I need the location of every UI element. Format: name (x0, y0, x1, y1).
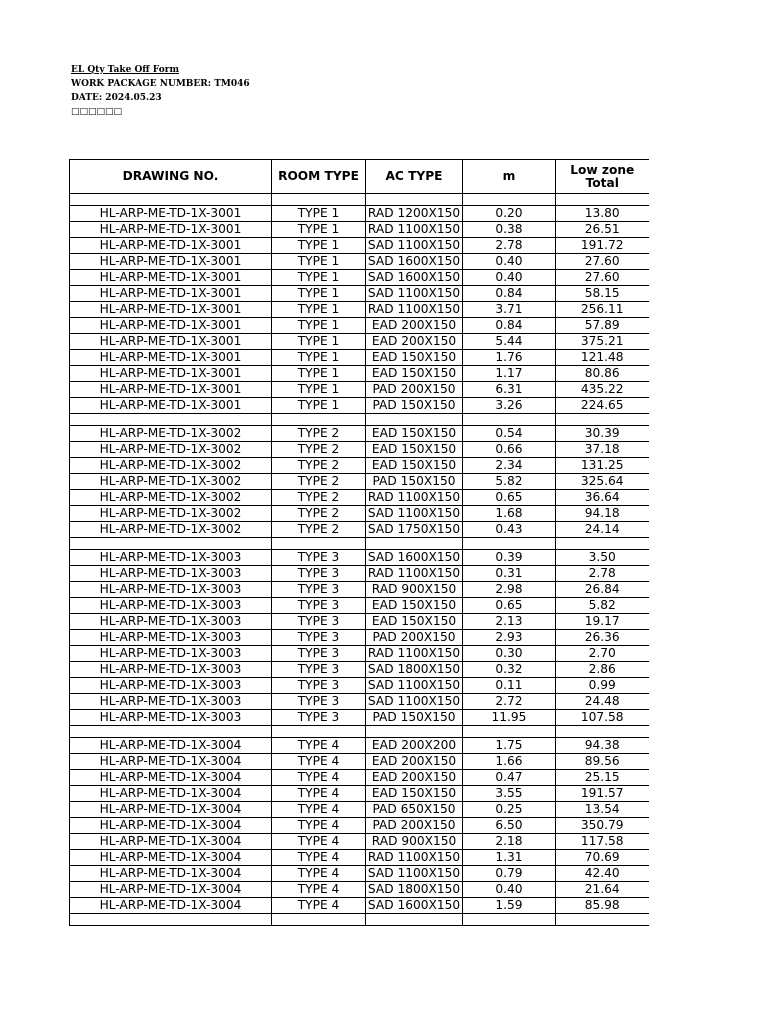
cell-m: 3.71 (463, 302, 556, 318)
cell-ac-type: SAD 1750X150 (366, 522, 463, 538)
cell-room-type: TYPE 1 (272, 318, 366, 334)
cell-room-type: TYPE 3 (272, 646, 366, 662)
cell-ac-type: EAD 150X150 (366, 442, 463, 458)
cell-low-zone-total: 89.56 (556, 754, 649, 770)
work-package-number: WORK PACKAGE NUMBER: TM046 (71, 79, 250, 89)
table-row (70, 442, 649, 458)
cell-drawing-no: HL-ARP-ME-TD-1X-3002 (70, 522, 272, 538)
cell-room-type: TYPE 2 (272, 506, 366, 522)
cell-drawing-no: HL-ARP-ME-TD-1X-3001 (70, 366, 272, 382)
cell-room-type: TYPE 4 (272, 754, 366, 770)
cell-low-zone-total: 19.17 (556, 614, 649, 630)
table-row (70, 646, 649, 662)
cell-low-zone-total: 26.36 (556, 630, 649, 646)
cell-m: 0.40 (463, 254, 556, 270)
cell-low-zone-total: 2.86 (556, 662, 649, 678)
cell-drawing-no: HL-ARP-ME-TD-1X-3004 (70, 802, 272, 818)
cell-room-type: TYPE 1 (272, 270, 366, 286)
cell-ac-type: SAD 1100X150 (366, 678, 463, 694)
cell-drawing-no: HL-ARP-ME-TD-1X-3002 (70, 442, 272, 458)
cell-room-type: TYPE 3 (272, 614, 366, 630)
cell-low-zone-total: 25.15 (556, 770, 649, 786)
cell-drawing-no: HL-ARP-ME-TD-1X-3003 (70, 614, 272, 630)
table-row (70, 614, 649, 630)
cell-low-zone-total: 256.11 (556, 302, 649, 318)
cell-m: 0.54 (463, 426, 556, 442)
cell-m: 1.17 (463, 366, 556, 382)
cell-ac-type: EAD 150X150 (366, 426, 463, 442)
table-row (70, 550, 649, 566)
cell-room-type: TYPE 2 (272, 522, 366, 538)
table-row (70, 522, 649, 538)
empty-cell (366, 194, 463, 206)
col-header-drawing-no: DRAWING NO. (70, 160, 272, 194)
cell-drawing-no: HL-ARP-ME-TD-1X-3003 (70, 662, 272, 678)
cell-ac-type: RAD 1100X150 (366, 490, 463, 506)
cell-ac-type: EAD 150X150 (366, 598, 463, 614)
form-date: DATE: 2024.05.23 (71, 93, 162, 103)
cell-room-type: TYPE 2 (272, 490, 366, 506)
cell-ac-type: EAD 150X150 (366, 786, 463, 802)
cell-low-zone-total: 42.40 (556, 866, 649, 882)
cell-ac-type: EAD 150X150 (366, 350, 463, 366)
table-row (70, 222, 649, 238)
cell-low-zone-total: 5.82 (556, 598, 649, 614)
cell-drawing-no: HL-ARP-ME-TD-1X-3003 (70, 566, 272, 582)
empty-cell (463, 914, 556, 926)
cell-drawing-no: HL-ARP-ME-TD-1X-3001 (70, 254, 272, 270)
cell-drawing-no: HL-ARP-ME-TD-1X-3003 (70, 646, 272, 662)
cell-m: 11.95 (463, 710, 556, 726)
empty-cell (463, 194, 556, 206)
cell-ac-type: SAD 1800X150 (366, 882, 463, 898)
cell-m: 0.32 (463, 662, 556, 678)
col-header-room-type: ROOM TYPE (272, 160, 366, 194)
cell-m: 2.78 (463, 238, 556, 254)
spacer-row (70, 414, 649, 426)
cell-m: 1.59 (463, 898, 556, 914)
cell-room-type: TYPE 4 (272, 738, 366, 754)
cell-drawing-no: HL-ARP-ME-TD-1X-3003 (70, 598, 272, 614)
empty-cell (366, 914, 463, 926)
cell-drawing-no: HL-ARP-ME-TD-1X-3003 (70, 678, 272, 694)
cell-low-zone-total: 24.14 (556, 522, 649, 538)
empty-cell (556, 914, 649, 926)
cell-low-zone-total: 350.79 (556, 818, 649, 834)
cell-low-zone-total: 191.57 (556, 786, 649, 802)
cell-room-type: TYPE 1 (272, 366, 366, 382)
cell-m: 0.65 (463, 598, 556, 614)
cell-low-zone-total: 107.58 (556, 710, 649, 726)
table-row (70, 506, 649, 522)
cell-ac-type: RAD 1100X150 (366, 850, 463, 866)
table-row (70, 350, 649, 366)
col-header-m: m (463, 160, 556, 194)
table-row (70, 238, 649, 254)
cell-m: 0.40 (463, 882, 556, 898)
cell-low-zone-total: 2.70 (556, 646, 649, 662)
empty-cell (272, 726, 366, 738)
cell-m: 0.66 (463, 442, 556, 458)
empty-cell (556, 414, 649, 426)
cell-low-zone-total: 85.98 (556, 898, 649, 914)
empty-cell (272, 414, 366, 426)
col-header-low-zone-total: Low zone Total (556, 160, 649, 194)
empty-cell (70, 726, 272, 738)
cell-drawing-no: HL-ARP-ME-TD-1X-3001 (70, 222, 272, 238)
empty-cell (70, 538, 272, 550)
table-row (70, 566, 649, 582)
cell-drawing-no: HL-ARP-ME-TD-1X-3001 (70, 382, 272, 398)
table-row (70, 818, 649, 834)
cell-m: 1.68 (463, 506, 556, 522)
table-row (70, 490, 649, 506)
cell-drawing-no: HL-ARP-ME-TD-1X-3002 (70, 490, 272, 506)
cell-ac-type: PAD 200X150 (366, 630, 463, 646)
cell-m: 2.34 (463, 458, 556, 474)
cell-ac-type: SAD 1600X150 (366, 898, 463, 914)
cell-ac-type: SAD 1600X150 (366, 270, 463, 286)
cell-m: 0.31 (463, 566, 556, 582)
cell-room-type: TYPE 2 (272, 442, 366, 458)
cell-m: 1.66 (463, 754, 556, 770)
table-row (70, 738, 649, 754)
cell-drawing-no: HL-ARP-ME-TD-1X-3002 (70, 458, 272, 474)
cell-ac-type: SAD 1100X150 (366, 238, 463, 254)
cell-ac-type: RAD 1100X150 (366, 302, 463, 318)
cell-room-type: TYPE 2 (272, 426, 366, 442)
cell-low-zone-total: 3.50 (556, 550, 649, 566)
cell-drawing-no: HL-ARP-ME-TD-1X-3001 (70, 270, 272, 286)
table-row (70, 366, 649, 382)
cell-ac-type: EAD 150X150 (366, 366, 463, 382)
cell-drawing-no: HL-ARP-ME-TD-1X-3001 (70, 238, 272, 254)
table-header-row (70, 160, 649, 194)
cell-low-zone-total: 70.69 (556, 850, 649, 866)
cell-low-zone-total: 94.18 (556, 506, 649, 522)
cell-m: 0.65 (463, 490, 556, 506)
cell-room-type: TYPE 1 (272, 206, 366, 222)
form-title: EL Qty Take Off Form (71, 65, 179, 75)
cell-ac-type: SAD 1800X150 (366, 662, 463, 678)
cell-low-zone-total: 121.48 (556, 350, 649, 366)
table-row (70, 302, 649, 318)
cell-drawing-no: HL-ARP-ME-TD-1X-3002 (70, 474, 272, 490)
cell-drawing-no: HL-ARP-ME-TD-1X-3001 (70, 334, 272, 350)
cell-low-zone-total: 26.51 (556, 222, 649, 238)
cell-ac-type: EAD 150X150 (366, 614, 463, 630)
cell-ac-type: PAD 650X150 (366, 802, 463, 818)
table-row (70, 882, 649, 898)
cell-low-zone-total: 13.54 (556, 802, 649, 818)
cell-room-type: TYPE 1 (272, 254, 366, 270)
cell-m: 1.75 (463, 738, 556, 754)
empty-cell (556, 538, 649, 550)
cell-room-type: TYPE 1 (272, 286, 366, 302)
cell-low-zone-total: 0.99 (556, 678, 649, 694)
table-row (70, 630, 649, 646)
cell-room-type: TYPE 4 (272, 770, 366, 786)
cell-room-type: TYPE 2 (272, 458, 366, 474)
cell-ac-type: SAD 1100X150 (366, 506, 463, 522)
cell-low-zone-total: 2.78 (556, 566, 649, 582)
cell-low-zone-total: 30.39 (556, 426, 649, 442)
empty-cell (366, 726, 463, 738)
cell-room-type: TYPE 3 (272, 630, 366, 646)
cell-room-type: TYPE 3 (272, 550, 366, 566)
cell-room-type: TYPE 3 (272, 598, 366, 614)
cell-ac-type: RAD 900X150 (366, 582, 463, 598)
cell-ac-type: RAD 1100X150 (366, 222, 463, 238)
table-row (70, 770, 649, 786)
empty-cell (272, 194, 366, 206)
spacer-row (70, 726, 649, 738)
cell-room-type: TYPE 3 (272, 582, 366, 598)
cell-m: 0.79 (463, 866, 556, 882)
cell-room-type: TYPE 1 (272, 334, 366, 350)
empty-cell (272, 538, 366, 550)
col-header-ac-type: AC TYPE (366, 160, 463, 194)
cell-ac-type: EAD 200X150 (366, 754, 463, 770)
table-row (70, 866, 649, 882)
cell-m: 6.31 (463, 382, 556, 398)
cell-m: 0.84 (463, 318, 556, 334)
cell-m: 3.55 (463, 786, 556, 802)
cell-m: 1.76 (463, 350, 556, 366)
cell-low-zone-total: 21.64 (556, 882, 649, 898)
table-row (70, 382, 649, 398)
spacer-row (70, 538, 649, 550)
qty-takeoff-table (69, 159, 649, 926)
cell-m: 0.38 (463, 222, 556, 238)
table-row (70, 834, 649, 850)
cell-drawing-no: HL-ARP-ME-TD-1X-3003 (70, 582, 272, 598)
cell-low-zone-total: 58.15 (556, 286, 649, 302)
cell-room-type: TYPE 4 (272, 882, 366, 898)
spacer-row (70, 194, 649, 206)
cell-ac-type: SAD 1100X150 (366, 286, 463, 302)
cell-drawing-no: HL-ARP-ME-TD-1X-3004 (70, 850, 272, 866)
cell-m: 2.93 (463, 630, 556, 646)
cell-ac-type: SAD 1600X150 (366, 550, 463, 566)
table-body (70, 194, 649, 926)
cell-room-type: TYPE 3 (272, 694, 366, 710)
cell-room-type: TYPE 1 (272, 222, 366, 238)
cell-ac-type: SAD 1600X150 (366, 254, 463, 270)
cell-m: 3.26 (463, 398, 556, 414)
table-row (70, 474, 649, 490)
cell-m: 0.84 (463, 286, 556, 302)
empty-cell (272, 914, 366, 926)
cell-low-zone-total: 13.80 (556, 206, 649, 222)
table-row (70, 786, 649, 802)
cell-room-type: TYPE 4 (272, 834, 366, 850)
cell-m: 0.40 (463, 270, 556, 286)
cell-low-zone-total: 325.64 (556, 474, 649, 490)
cell-ac-type: PAD 200X150 (366, 818, 463, 834)
cell-drawing-no: HL-ARP-ME-TD-1X-3002 (70, 506, 272, 522)
cell-low-zone-total: 27.60 (556, 254, 649, 270)
cell-low-zone-total: 24.48 (556, 694, 649, 710)
cell-low-zone-total: 375.21 (556, 334, 649, 350)
cell-low-zone-total: 37.18 (556, 442, 649, 458)
cell-low-zone-total: 131.25 (556, 458, 649, 474)
cell-ac-type: SAD 1100X150 (366, 694, 463, 710)
cell-room-type: TYPE 1 (272, 398, 366, 414)
cell-ac-type: RAD 900X150 (366, 834, 463, 850)
cell-ac-type: EAD 200X150 (366, 770, 463, 786)
cell-drawing-no: HL-ARP-ME-TD-1X-3003 (70, 694, 272, 710)
cell-room-type: TYPE 1 (272, 350, 366, 366)
table-row (70, 318, 649, 334)
cell-drawing-no: HL-ARP-ME-TD-1X-3003 (70, 710, 272, 726)
cell-drawing-no: HL-ARP-ME-TD-1X-3004 (70, 866, 272, 882)
empty-cell (70, 194, 272, 206)
spacer-row (70, 914, 649, 926)
cell-room-type: TYPE 1 (272, 238, 366, 254)
cell-room-type: TYPE 4 (272, 850, 366, 866)
cell-drawing-no: HL-ARP-ME-TD-1X-3003 (70, 630, 272, 646)
cell-drawing-no: HL-ARP-ME-TD-1X-3004 (70, 882, 272, 898)
cell-ac-type: EAD 200X150 (366, 334, 463, 350)
cell-m: 0.11 (463, 678, 556, 694)
empty-cell (366, 414, 463, 426)
cell-m: 2.72 (463, 694, 556, 710)
form-header (71, 63, 250, 119)
cell-low-zone-total: 117.58 (556, 834, 649, 850)
cell-room-type: TYPE 3 (272, 710, 366, 726)
cell-low-zone-total: 191.72 (556, 238, 649, 254)
cell-m: 2.13 (463, 614, 556, 630)
empty-cell (463, 538, 556, 550)
table-row (70, 662, 649, 678)
table-row (70, 254, 649, 270)
cell-m: 1.31 (463, 850, 556, 866)
cell-drawing-no: HL-ARP-ME-TD-1X-3004 (70, 786, 272, 802)
empty-cell (556, 194, 649, 206)
cell-room-type: TYPE 4 (272, 802, 366, 818)
cell-m: 2.18 (463, 834, 556, 850)
placeholder-text: □□□□□□ (71, 107, 123, 117)
cell-drawing-no: HL-ARP-ME-TD-1X-3004 (70, 738, 272, 754)
empty-cell (366, 538, 463, 550)
cell-ac-type: PAD 150X150 (366, 398, 463, 414)
empty-cell (70, 914, 272, 926)
cell-low-zone-total: 36.64 (556, 490, 649, 506)
cell-ac-type: EAD 150X150 (366, 458, 463, 474)
table-row (70, 426, 649, 442)
empty-cell (70, 414, 272, 426)
cell-low-zone-total: 57.89 (556, 318, 649, 334)
cell-drawing-no: HL-ARP-ME-TD-1X-3001 (70, 398, 272, 414)
cell-room-type: TYPE 2 (272, 474, 366, 490)
cell-m: 0.20 (463, 206, 556, 222)
cell-room-type: TYPE 3 (272, 678, 366, 694)
table-row (70, 802, 649, 818)
cell-room-type: TYPE 1 (272, 382, 366, 398)
cell-drawing-no: HL-ARP-ME-TD-1X-3004 (70, 754, 272, 770)
cell-low-zone-total: 26.84 (556, 582, 649, 598)
cell-ac-type: SAD 1100X150 (366, 866, 463, 882)
cell-drawing-no: HL-ARP-ME-TD-1X-3001 (70, 286, 272, 302)
cell-room-type: TYPE 4 (272, 786, 366, 802)
cell-drawing-no: HL-ARP-ME-TD-1X-3004 (70, 834, 272, 850)
cell-low-zone-total: 27.60 (556, 270, 649, 286)
cell-m: 0.47 (463, 770, 556, 786)
cell-room-type: TYPE 4 (272, 818, 366, 834)
table-row (70, 694, 649, 710)
cell-ac-type: PAD 150X150 (366, 710, 463, 726)
cell-m: 5.44 (463, 334, 556, 350)
cell-drawing-no: HL-ARP-ME-TD-1X-3004 (70, 818, 272, 834)
cell-m: 0.43 (463, 522, 556, 538)
table-row (70, 898, 649, 914)
table-row (70, 678, 649, 694)
cell-room-type: TYPE 4 (272, 866, 366, 882)
table-row (70, 398, 649, 414)
table-row (70, 598, 649, 614)
cell-room-type: TYPE 3 (272, 566, 366, 582)
cell-drawing-no: HL-ARP-ME-TD-1X-3004 (70, 898, 272, 914)
table-row (70, 850, 649, 866)
cell-m: 6.50 (463, 818, 556, 834)
cell-m: 2.98 (463, 582, 556, 598)
cell-room-type: TYPE 1 (272, 302, 366, 318)
table-row (70, 206, 649, 222)
cell-m: 5.82 (463, 474, 556, 490)
cell-room-type: TYPE 3 (272, 662, 366, 678)
cell-low-zone-total: 435.22 (556, 382, 649, 398)
table-row (70, 458, 649, 474)
empty-cell (463, 726, 556, 738)
cell-drawing-no: HL-ARP-ME-TD-1X-3003 (70, 550, 272, 566)
table-row (70, 754, 649, 770)
cell-ac-type: EAD 200X200 (366, 738, 463, 754)
cell-room-type: TYPE 4 (272, 898, 366, 914)
cell-ac-type: RAD 1100X150 (366, 566, 463, 582)
table-row (70, 286, 649, 302)
cell-low-zone-total: 224.65 (556, 398, 649, 414)
table-row (70, 270, 649, 286)
cell-m: 0.25 (463, 802, 556, 818)
cell-ac-type: PAD 150X150 (366, 474, 463, 490)
table-row (70, 582, 649, 598)
table-row (70, 334, 649, 350)
cell-ac-type: PAD 200X150 (366, 382, 463, 398)
table-row (70, 710, 649, 726)
cell-m: 0.39 (463, 550, 556, 566)
cell-low-zone-total: 80.86 (556, 366, 649, 382)
cell-drawing-no: HL-ARP-ME-TD-1X-3001 (70, 206, 272, 222)
cell-ac-type: RAD 1100X150 (366, 646, 463, 662)
cell-drawing-no: HL-ARP-ME-TD-1X-3001 (70, 318, 272, 334)
cell-low-zone-total: 94.38 (556, 738, 649, 754)
cell-drawing-no: HL-ARP-ME-TD-1X-3001 (70, 302, 272, 318)
cell-drawing-no: HL-ARP-ME-TD-1X-3004 (70, 770, 272, 786)
cell-ac-type: RAD 1200X150 (366, 206, 463, 222)
cell-drawing-no: HL-ARP-ME-TD-1X-3001 (70, 350, 272, 366)
empty-cell (463, 414, 556, 426)
cell-ac-type: EAD 200X150 (366, 318, 463, 334)
cell-drawing-no: HL-ARP-ME-TD-1X-3002 (70, 426, 272, 442)
cell-m: 0.30 (463, 646, 556, 662)
empty-cell (556, 726, 649, 738)
